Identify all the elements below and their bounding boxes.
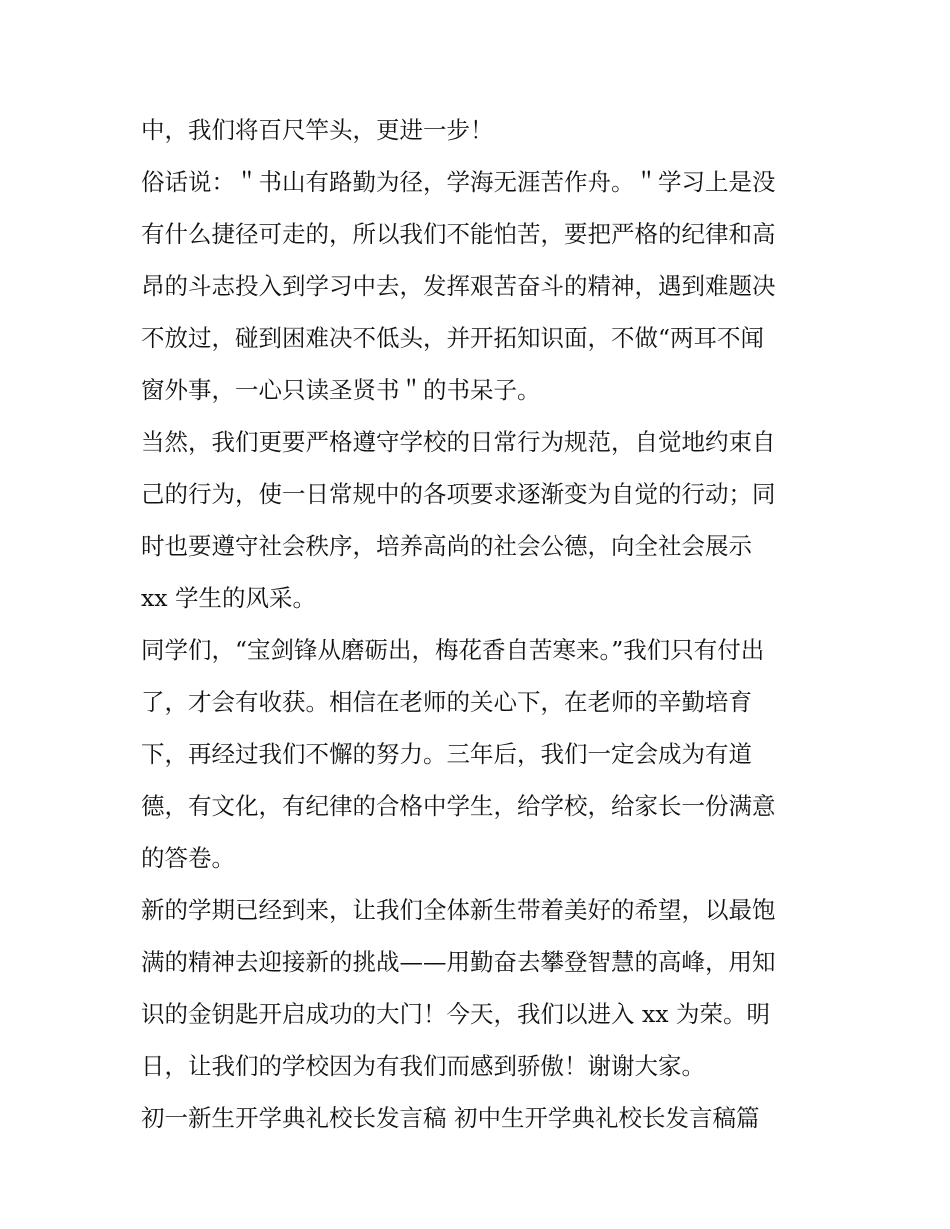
- text-line: 了，才会有收获。相信在老师的关心下，在老师的辛勤培育: [141, 688, 752, 716]
- text-line: 同学们，“宝剑锋从磨砺出，梅花香自苦寒来。”我们只有付出: [141, 636, 765, 664]
- text-line: 满的精神去迎接新的挑战——用勤奋去攀登智慧的高峰，用知: [141, 948, 776, 976]
- text-line: 识的金钥匙开启成功的大门！今天，我们以进入 xx 为荣。明: [141, 1000, 770, 1028]
- text-line: 新的学期已经到来，让我们全体新生带着美好的希望，以最饱: [141, 896, 776, 924]
- text-line: 当然，我们更要严格遵守学校的日常行为规范，自觉地约束自: [141, 428, 776, 456]
- text-line: 德，有文化，有纪律的合格中学生，给学校，给家长一份满意: [141, 792, 776, 820]
- text-line: 中，我们将百尺竿头，更进一步！: [141, 116, 494, 144]
- text-line: 有什么捷径可走的，所以我们不能怕苦，要把严格的纪律和高: [141, 220, 776, 248]
- text-line: 不放过，碰到困难决不低头，并开拓知识面，不做“两耳不闻: [141, 324, 765, 352]
- text-line: 的答卷。: [141, 844, 235, 872]
- text-line: 窗外事，一心只读圣贤书＂的书呆子。: [141, 376, 541, 404]
- text-line: xx 学生的风采。: [141, 584, 316, 612]
- text-line: 时也要遵守社会秩序，培养高尚的社会公德，向全社会展示: [141, 532, 752, 560]
- text-line: 日，让我们的学校因为有我们而感到骄傲！谢谢大家。: [141, 1052, 705, 1080]
- text-line: 昂的斗志投入到学习中去，发挥艰苦奋斗的精神，遇到难题决: [141, 272, 776, 300]
- text-line: 己的行为，使一日常规中的各项要求逐渐变为自觉的行动；同: [141, 480, 776, 508]
- text-line: 初一新生开学典礼校长发言稿 初中生开学典礼校长发言稿篇: [141, 1104, 760, 1132]
- text-line: 俗话说：＂书山有路勤为径，学海无涯苦作舟。＂学习上是没: [141, 168, 776, 196]
- text-line: 下，再经过我们不懈的努力。三年后，我们一定会成为有道: [141, 740, 752, 768]
